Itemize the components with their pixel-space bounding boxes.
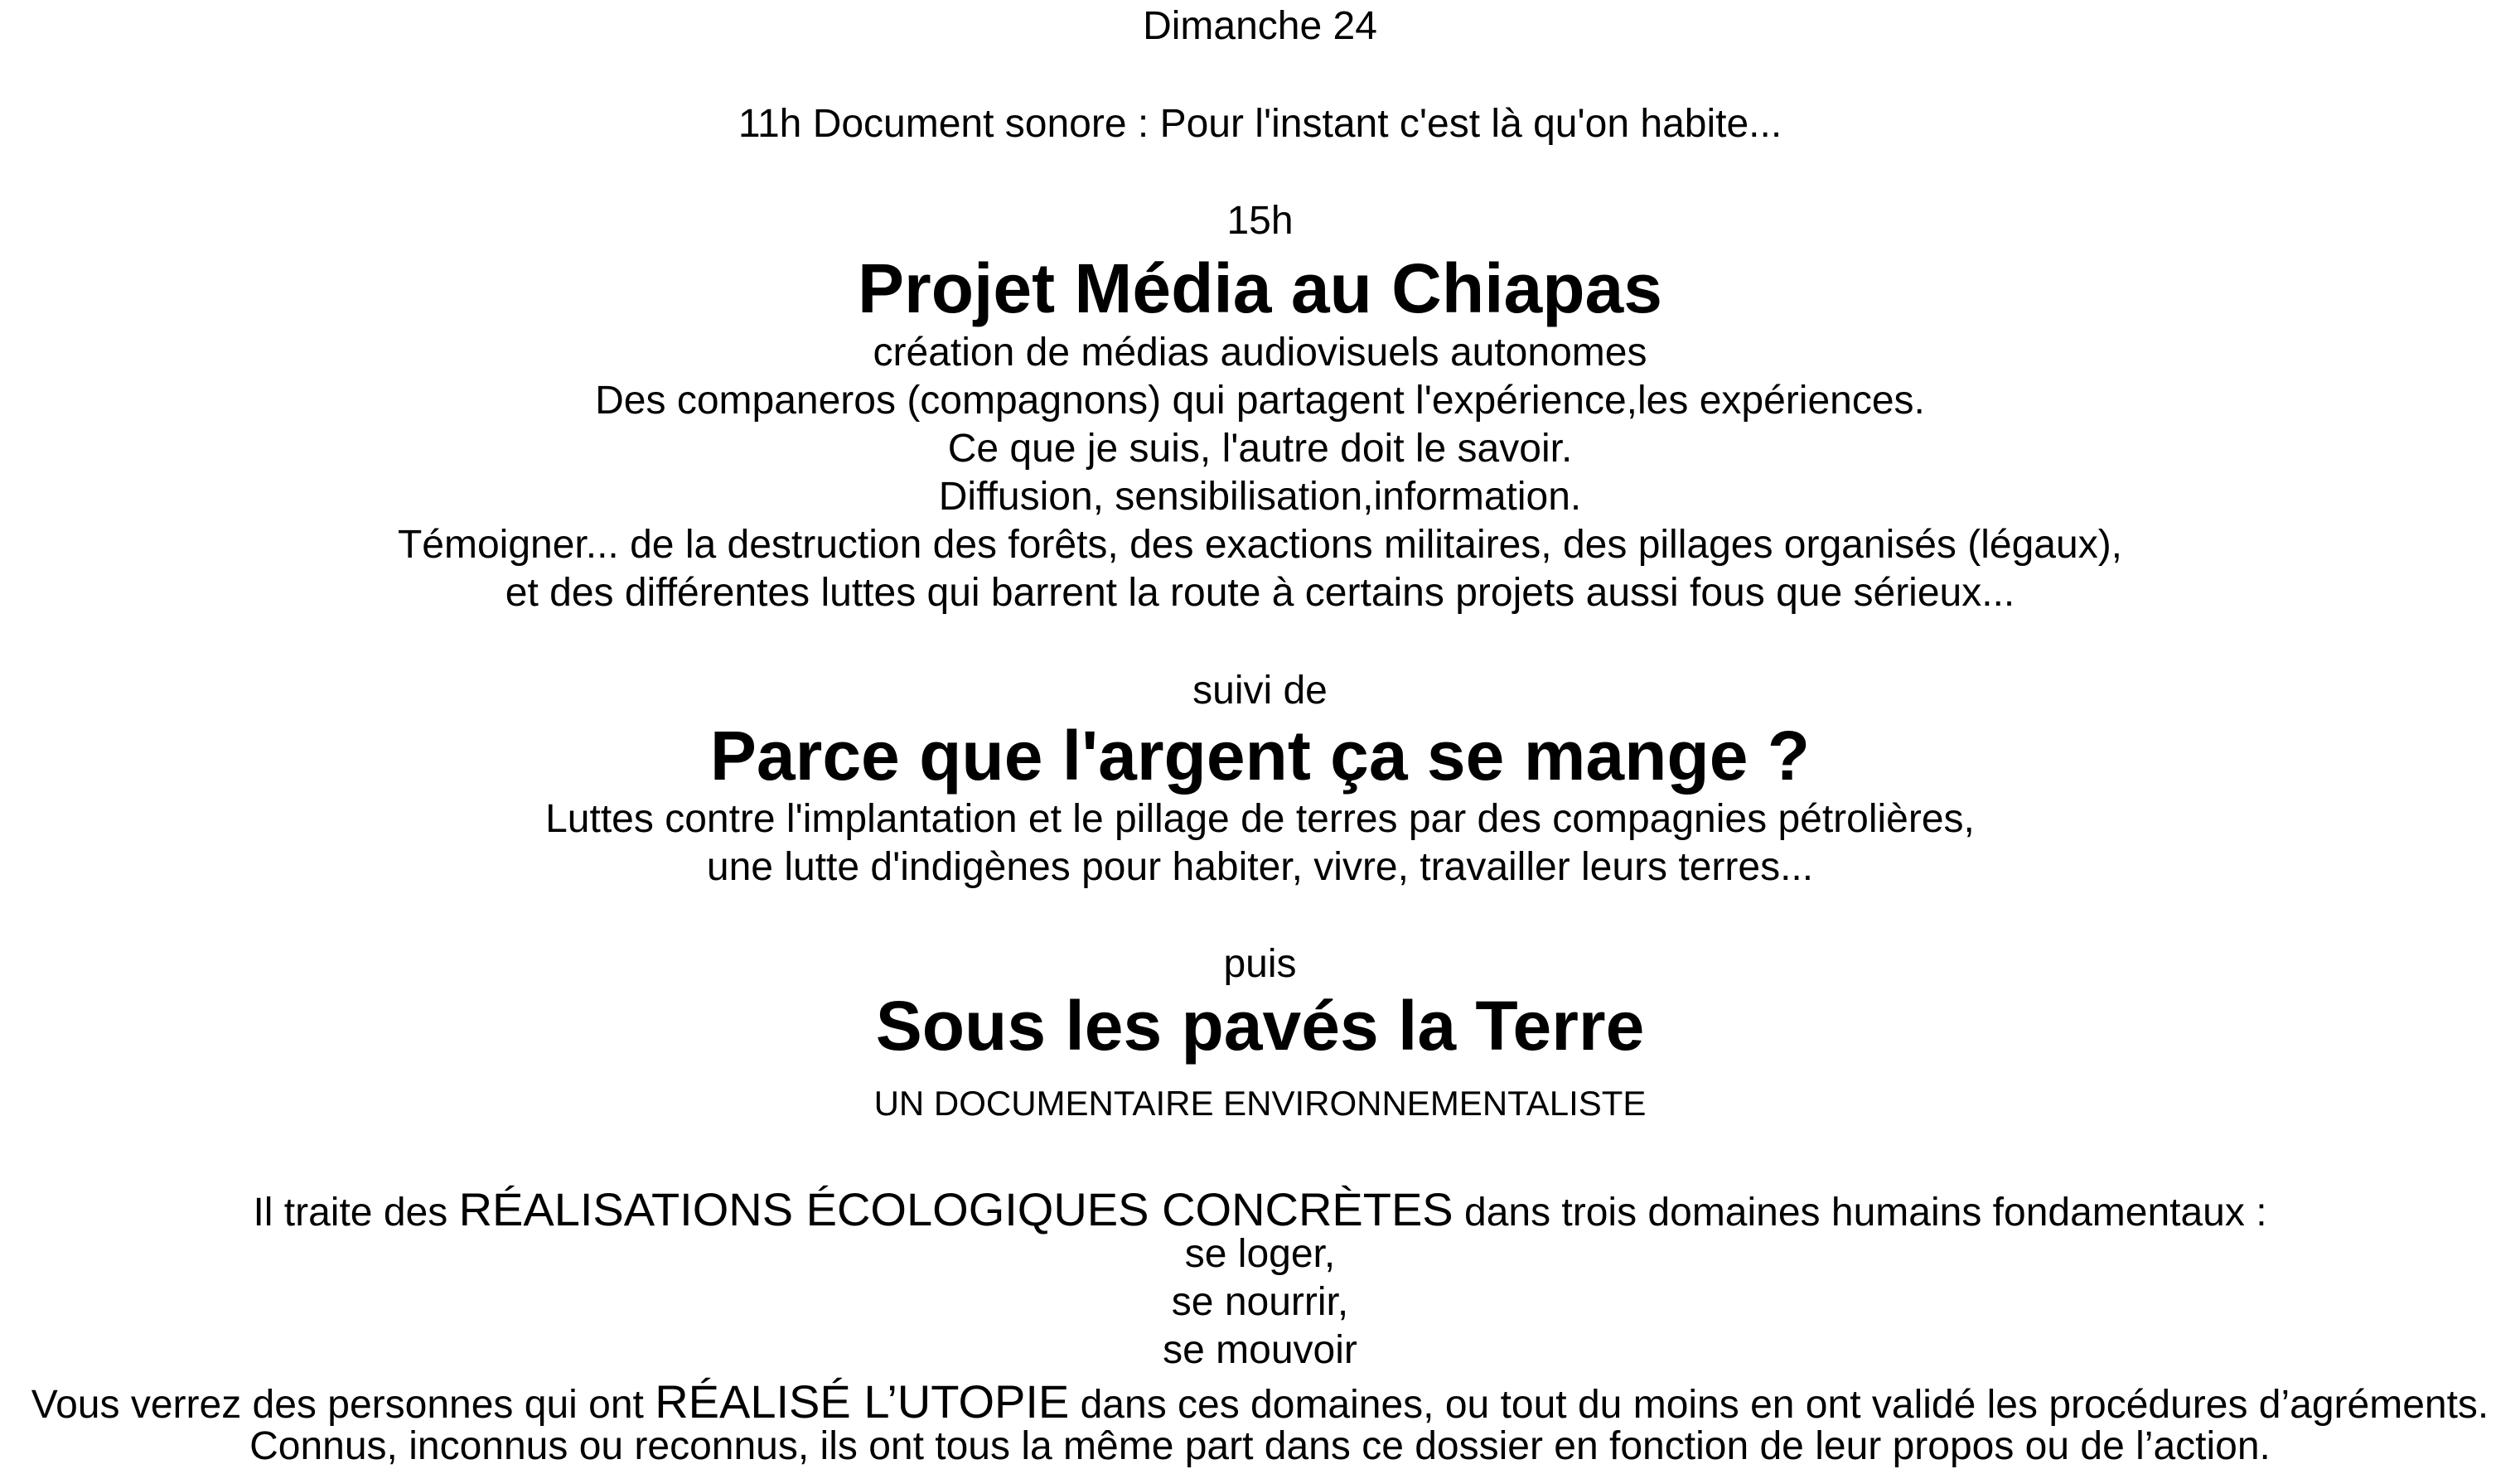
film1-line: Ce que je suis, l'autre doit le savoir.	[947, 427, 1573, 471]
film3-closing-2: Connus, inconnus ou reconnus, ils ont tous la même part dans ce dossier en fonction de leur propos ou de l’action.	[249, 1424, 2271, 1468]
connector-puis: puis	[1223, 942, 1297, 986]
film3-intro-after: dans trois domaines humains fondamentaux :	[1453, 1191, 2267, 1235]
film3-domain: se loger,	[1184, 1232, 1336, 1276]
film2-line: une lutte d'indigènes pour habiter, vivre, travailler leurs terres...	[706, 845, 1814, 889]
film3-intro	[0, 1183, 2520, 1235]
film3-closing1-before: Vous verrez des personnes qui ont	[31, 1383, 655, 1427]
afternoon-time: 15h	[1226, 199, 1294, 243]
film3-intro-before: Il traite des	[253, 1191, 459, 1235]
film3-title: Sous les pavés la Terre	[875, 987, 1645, 1065]
film1-title: Projet Média au Chiapas	[858, 249, 1662, 327]
film1-line: et des différentes luttes qui barrent la route à certains projets aussi fous que sérieux...	[505, 571, 2015, 615]
film1-line: Témoigner... de la destruction des forêts, des exactions militaires, des pillages organisés (légaux),	[397, 523, 2123, 567]
film3-closing1-after: dans ces domaines, ou tout du moins en ont validé les procédures d’agréments.	[1069, 1383, 2489, 1427]
film3-domain: se mouvoir	[1163, 1328, 1357, 1372]
morning-session: 11h Document sonore : Pour l'instant c'est là qu'on habite...	[738, 102, 1782, 146]
film1-line: Diffusion, sensibilisation,information.	[938, 475, 1582, 519]
film1-line: Des companeros (compagnons) qui partagent l'expérience,les expériences.	[595, 379, 1925, 423]
film3-domain: se nourrir,	[1171, 1280, 1349, 1324]
film3-intro-caps: RÉALISATIONS ÉCOLOGIQUES CONCRÈTES	[458, 1183, 1453, 1235]
day-heading: Dimanche 24	[1143, 4, 1377, 48]
film3-subtitle: UN DOCUMENTAIRE ENVIRONNEMENTALISTE	[873, 1084, 1647, 1123]
connector-suivi-de: suivi de	[1192, 669, 1328, 713]
film2-line: Luttes contre l'implantation et le pillage de terres par des compagnies pétrolières,	[545, 797, 1975, 841]
film1-line: création de médias audiovisuels autonomes	[873, 331, 1647, 374]
film2-title: Parce que l'argent ça se mange ?	[709, 717, 1811, 795]
film3-closing1-caps: RÉALISÉ L’UTOPIE	[655, 1375, 1070, 1428]
film3-closing-1	[0, 1375, 2520, 1428]
